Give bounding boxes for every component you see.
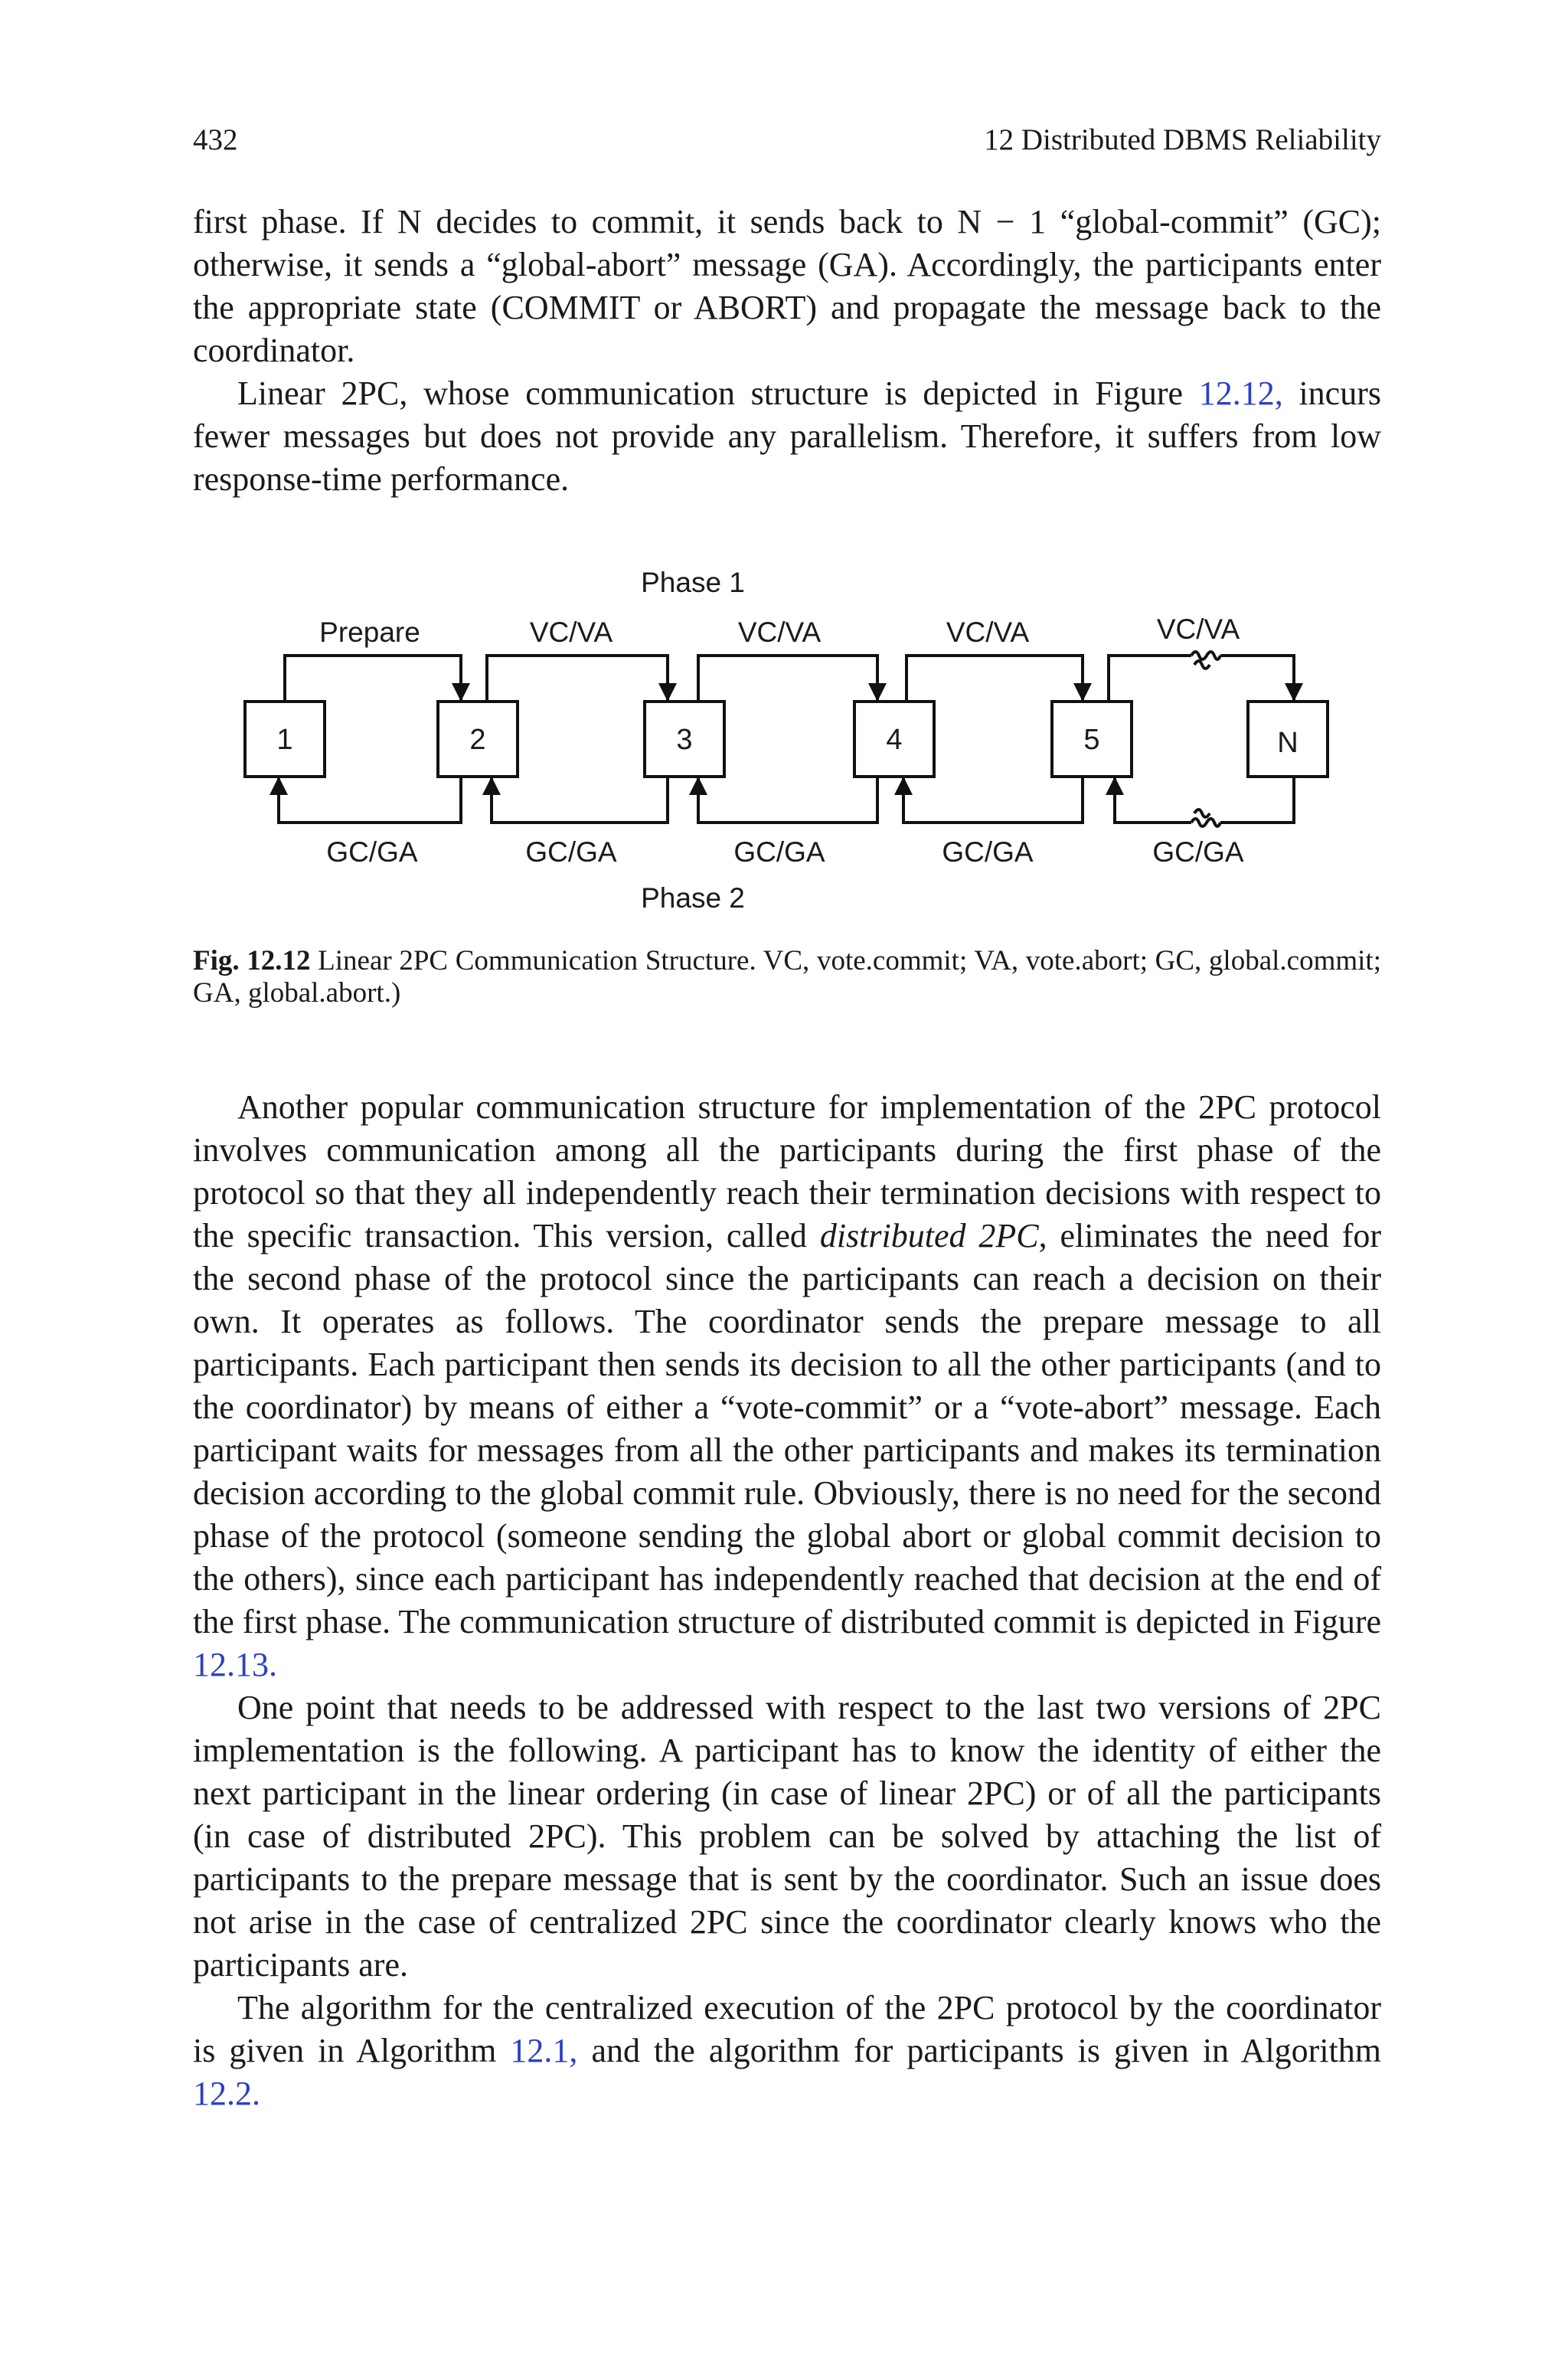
figure-ref-12-13[interactable]: 12.13. [193, 1646, 277, 1683]
paragraph-continued: first phase. If N decides to commit, it sends back to N − 1 “global-commit” (GC); otherwise, it sends a “global-abort” message (GA). Accordingly, the participants enter the appropriate state (COMMIT or ABORT) and propagate the message back to the coordinator. [193, 203, 1381, 369]
arrow-decision [279, 777, 461, 823]
arrow-vote [906, 656, 1083, 702]
bottom-label-gcga: GC/GA [733, 836, 825, 868]
top-label-vcva: VC/VA [1156, 613, 1240, 645]
figure-caption [193, 945, 1381, 1009]
running-head: 12 Distributed DBMS Reliability [984, 123, 1381, 156]
algorithm-ref-12-1[interactable]: 12.1, [510, 2032, 578, 2069]
bottom-label-gcga: GC/GA [525, 836, 617, 868]
top-label-vcva: VC/VA [737, 617, 822, 648]
arrow-decision-to-5 [1115, 778, 1191, 823]
break-icon [1191, 810, 1220, 826]
emphasis-term: distributed 2PC [819, 1217, 1039, 1254]
paragraph-participant-identity: One point that needs to be addressed with respect to the last two versions of 2PC implementation is the following. A participant has to know the identity of either the next participant in the linear ordering (in case of linear 2PC) or of all the participants (in case of distributed 2PC). This problem can be solved by attaching the list of participants to the prepare message that is sent by the coordinator. Such an issue does not arise in the case of centralized 2PC since the coordinator clearly knows who the participants are. [193, 1689, 1381, 1984]
paragraph-text: Linear 2PC, whose communication structure is depicted in Figure [237, 375, 1199, 412]
bottom-label-gcga: GC/GA [942, 836, 1034, 868]
arrow-decision [903, 777, 1083, 823]
paragraph-distributed-2pc [193, 1086, 1381, 1686]
node-label: 2 [469, 724, 486, 756]
arrow-decision [698, 777, 877, 823]
paragraph-text: incurs fewer messages but does not provide any parallelism. Therefore, it suffers from low response-time performance. [193, 375, 1381, 498]
top-label-vcva: VC/VA [529, 617, 613, 648]
node-label: 3 [676, 724, 693, 756]
caption-label: Fig. 12.12 [193, 945, 311, 976]
arrow-vote [487, 656, 668, 702]
arrow-prepare [285, 656, 461, 702]
figure-ref-12-12[interactable]: 12.12, [1198, 375, 1283, 412]
prepare-label: Prepare [319, 617, 420, 648]
paragraph-text: The algorithm for the centralized execution of the 2PC protocol by the coordinator is given in Algorithm [193, 1989, 1381, 2069]
node-label: 4 [886, 724, 903, 756]
bottom-label-gcga: GC/GA [1152, 836, 1244, 868]
break-icon [1191, 652, 1220, 669]
top-label-vcva: VC/VA [946, 617, 1030, 648]
arrow-vote [698, 656, 877, 702]
node-label: 1 [276, 724, 293, 756]
bottom-label-gcga: GC/GA [326, 836, 418, 868]
arrow-decision-segment [1220, 777, 1294, 823]
page-number: 432 [193, 123, 238, 156]
arrow-vote-segment [1109, 656, 1191, 702]
figure-linear-2pc [0, 0, 1568, 934]
paragraph-text: and the algorithm for participants is given in Algorithm [577, 2032, 1381, 2069]
paragraph-algorithms [193, 1987, 1381, 2115]
body-text [193, 1086, 1381, 2115]
node-label: N [1277, 727, 1298, 759]
phase2-label: Phase 2 [641, 882, 745, 914]
phase1-label: Phase 1 [641, 567, 745, 598]
arrow-vote-to-n [1220, 656, 1294, 700]
algorithm-ref-12-2[interactable]: 12.2. [193, 2075, 260, 2112]
paragraph-text: , eliminates the need for the second phase of the protocol since the participants can reach a decision on their own. It operates as follows. The coordinator sends the prepare message to all participants. Each participant then sends its decision to all the other participants (and to the coordinator) by means of either a “vote-commit” or a “vote-abort” message. Each participant waits for messages from all the other participants and makes its termination decision according to the global commit rule. Obviously, there is no need for the second phase of the protocol (someone sending the global abort or global commit decision to the others), since each participant has independently reached that decision at the end of the first phase. The communication structure of distributed commit is depicted in Figure [193, 1217, 1381, 1640]
caption-text: Linear 2PC Communication Structure. VC, vote.commit; VA, vote.abort; GC, global.commit; GA, global.abort.) [193, 945, 1381, 1009]
paragraph-text: Another popular communication structure for implementation of the 2PC protocol involves communication among all the participants during the first phase of the protocol so that they all independently reach their termination decisions with respect to the specific transaction. This version, called [193, 1088, 1381, 1254]
node-label: 5 [1083, 724, 1100, 756]
arrow-decision [492, 777, 668, 823]
